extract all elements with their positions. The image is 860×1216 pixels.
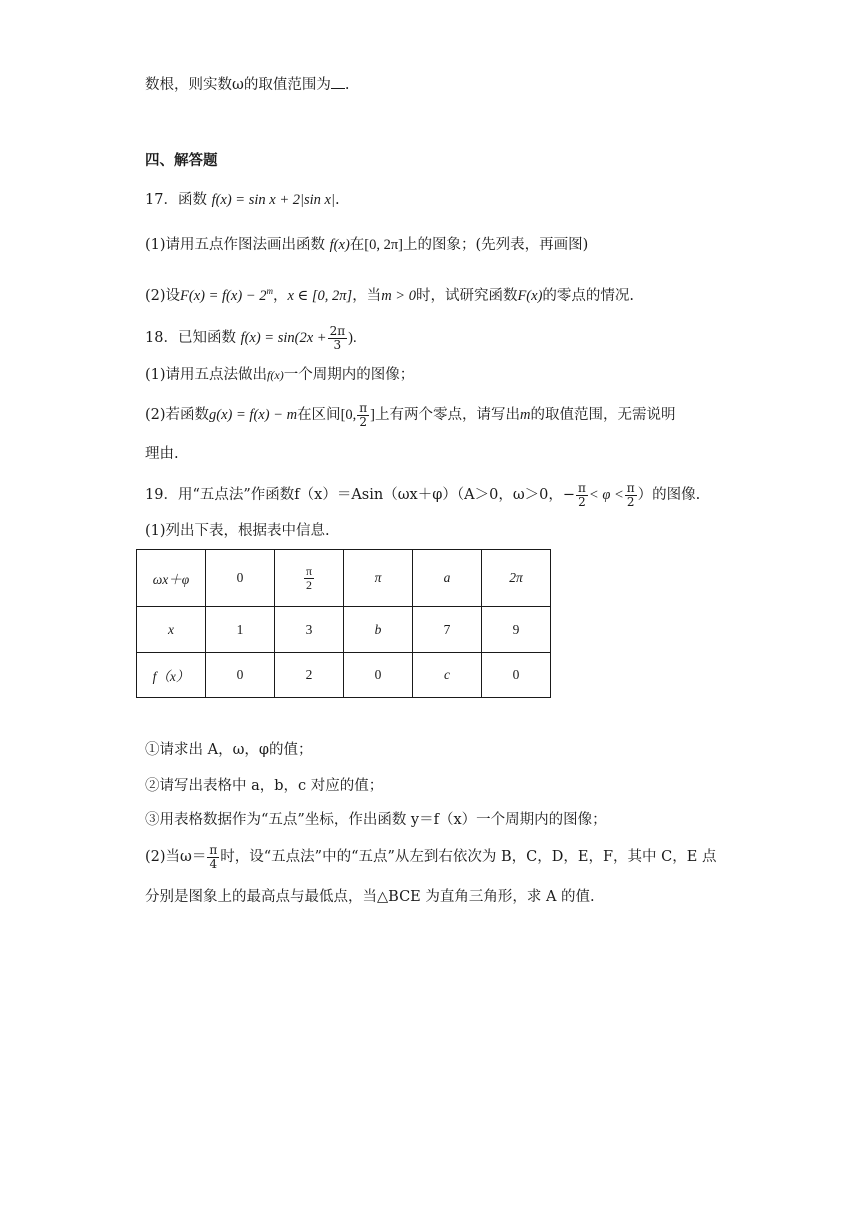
q17-p2-text4: 的零点的情况. bbox=[542, 287, 635, 304]
q18-p2-int-a: [0, bbox=[340, 407, 357, 423]
q17-p2-comma: ， bbox=[272, 287, 288, 304]
q18-p2-g: g(x) = f(x) − m bbox=[209, 407, 298, 423]
q18-p2-frac-num: π bbox=[359, 400, 368, 415]
table-cell: 3 bbox=[275, 607, 344, 653]
q17-p2-exp: m bbox=[266, 286, 273, 296]
q19-head: 19．用“五点法”作函数 bbox=[145, 487, 295, 503]
q17-p2-text2: ，当 bbox=[352, 287, 382, 304]
table-cell: b bbox=[344, 607, 413, 653]
table-row bbox=[137, 607, 551, 653]
q17-p2-text3: 时，试研究函数 bbox=[415, 287, 518, 304]
q18-part2 bbox=[145, 400, 676, 430]
continued-line bbox=[145, 74, 349, 95]
q19-part2 bbox=[145, 842, 716, 872]
q18-p1-func: f(x) bbox=[267, 368, 284, 382]
q17-p1-interval: [0, 2π] bbox=[364, 237, 404, 253]
q19-func: f（x）＝Asin（ωx＋φ）（A＞0，ω＞0，− bbox=[294, 487, 576, 503]
q18-p2-frac-den: 2 bbox=[359, 414, 368, 429]
table-cell: π bbox=[344, 550, 413, 607]
answer-blank bbox=[331, 74, 345, 89]
q17-p2-cond: m > 0 bbox=[381, 287, 416, 304]
q18-p2-text: (2)若函数 bbox=[145, 407, 210, 423]
q19-frac2 bbox=[625, 482, 637, 509]
q19-frac1-den: 2 bbox=[578, 494, 586, 509]
table-cell: 1 bbox=[206, 607, 275, 653]
q17-p1-func: f(x) bbox=[329, 237, 350, 253]
q19-part2-cont: 分别是图象上的最高点与最低点，当△BCE 为直角三角形，求 A 的值. bbox=[145, 889, 595, 905]
q18-frac-num: 2π bbox=[329, 323, 346, 338]
q17-part1 bbox=[145, 235, 588, 255]
q19-head-end: ）的图像. bbox=[637, 487, 701, 503]
q17-p2-text: (2)设 bbox=[145, 287, 181, 304]
q19-sub2: ②请写出表格中 a，b，c 对应的值； bbox=[145, 778, 384, 794]
q19-p2-frac-num: π bbox=[209, 842, 218, 857]
table-frac-den: 2 bbox=[306, 577, 312, 592]
table-cell: ωx＋φ bbox=[137, 550, 206, 607]
q18-p1-text: (1)请用五点法做出 bbox=[145, 367, 268, 383]
q17-p1-text2: 在 bbox=[349, 237, 365, 253]
q19-ineq: < φ < bbox=[588, 487, 624, 503]
five-point-table bbox=[136, 549, 551, 698]
q17-p2-domain: x ∈ [0, 2π] bbox=[287, 287, 353, 304]
q17-p1-text: (1)请用五点作图法画出函数 bbox=[145, 237, 326, 253]
table-cell: 0 bbox=[482, 653, 551, 698]
table-cell: 0 bbox=[344, 653, 413, 698]
period: . bbox=[344, 77, 350, 93]
q18-p2-text2: 在区间 bbox=[297, 407, 341, 423]
q18-fraction bbox=[328, 325, 348, 352]
table-cell: x bbox=[137, 607, 206, 653]
q19-part1: (1)列出下表，根据表中信息. bbox=[145, 523, 330, 539]
table-row bbox=[137, 550, 551, 607]
table-cell: 9 bbox=[482, 607, 551, 653]
q19-sub3: ③用表格数据作为“五点”坐标，作出函数 y＝f（x）一个周期内的图像； bbox=[145, 812, 607, 828]
q19-sub1: ①请求出 A，ω，φ的值； bbox=[145, 742, 313, 758]
q19-stem bbox=[145, 480, 700, 510]
q17-p2-F: F(x) bbox=[517, 287, 543, 304]
q18-func-a: f(x) = sin(2x + bbox=[240, 330, 327, 346]
q18-p2-int-b: ] bbox=[370, 407, 376, 423]
q18-p2-fraction bbox=[357, 402, 369, 429]
q19-p2-frac-den: 4 bbox=[209, 856, 218, 871]
q17-head: 17．函数 bbox=[145, 192, 207, 208]
q18-frac-den: 3 bbox=[333, 337, 342, 352]
table-cell: c bbox=[413, 653, 482, 698]
table-cell: 0 bbox=[206, 653, 275, 698]
q18-head: 18．已知函数 bbox=[145, 330, 236, 346]
table-frac-num: π bbox=[305, 563, 313, 578]
table-cell bbox=[275, 550, 344, 607]
table-cell: a bbox=[413, 550, 482, 607]
q17-function: f(x) = sin x + 2|sin x| bbox=[211, 192, 335, 208]
section-title: 四、解答题 bbox=[145, 152, 218, 169]
q18-p2-text3: 上有两个零点，请写出 bbox=[375, 407, 521, 423]
table-row bbox=[137, 653, 551, 698]
q17-p2-expr: F(x) = f(x) − 2 bbox=[180, 287, 267, 304]
q19-p2-text: (2)当ω＝ bbox=[145, 849, 207, 865]
table-cell: f（x） bbox=[137, 653, 206, 698]
q18-p2-text4: 的取值范围，无需说明 bbox=[530, 407, 676, 423]
q19-frac1 bbox=[576, 482, 588, 509]
table-cell: 2π bbox=[482, 550, 551, 607]
q19-frac2-num: π bbox=[626, 480, 635, 495]
q18-part2-cont: 理由. bbox=[145, 446, 179, 462]
continued-text: 数根，则实数ω的取值范围为 bbox=[145, 77, 331, 93]
q18-part1 bbox=[145, 365, 414, 385]
q18-p1-text2: 一个周期内的图像； bbox=[283, 367, 415, 383]
q18-p2-m: m bbox=[520, 407, 531, 423]
table-cell: 0 bbox=[206, 550, 275, 607]
table-cell: 2 bbox=[275, 653, 344, 698]
q17-p1-text3: 上的图象；(先列表，再画图) bbox=[403, 237, 589, 253]
q19-frac2-den: 2 bbox=[626, 494, 635, 509]
q19-frac1-num: π bbox=[578, 480, 586, 495]
table-cell: 7 bbox=[413, 607, 482, 653]
q18-stem bbox=[145, 323, 357, 353]
q18-func-b: ). bbox=[348, 330, 357, 346]
q17-stem: 17．函数 f(x) = sin x + 2|sin x|. bbox=[145, 192, 340, 208]
q19-p2-text2: 时，设“五点法”中的“五点”从左到右依次为 B，C，D，E，F，其中 C，E 点 bbox=[220, 849, 717, 865]
q17-part2 bbox=[145, 281, 634, 306]
q19-p2-frac bbox=[207, 844, 219, 871]
